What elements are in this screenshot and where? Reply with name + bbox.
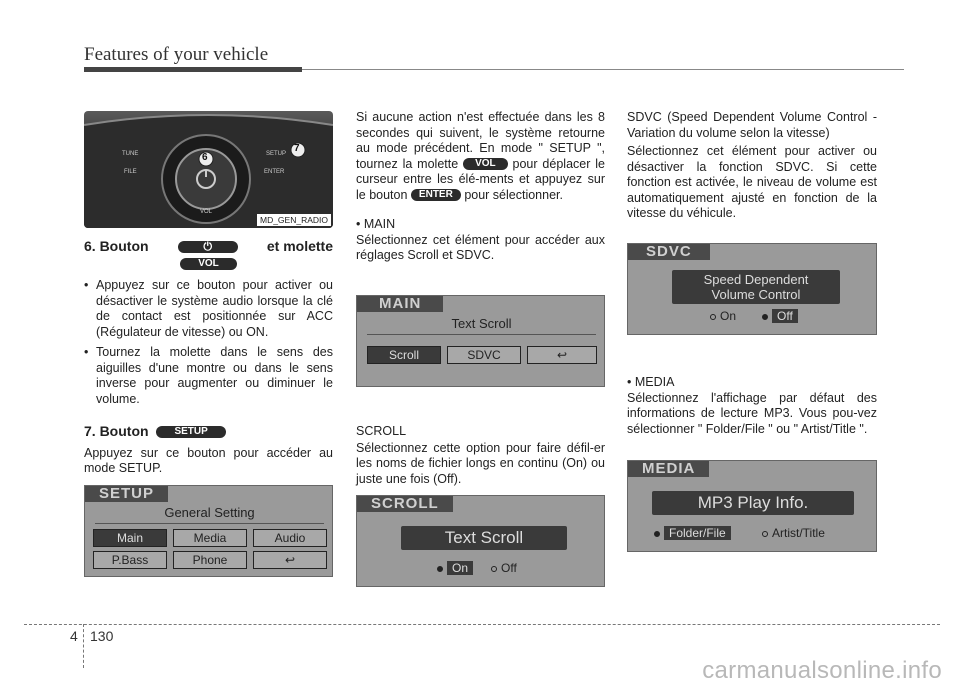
- vol-label: VOL: [200, 209, 213, 215]
- media-folder-label: Folder/File: [664, 526, 731, 540]
- radio-selected-icon: [437, 566, 443, 572]
- bullet-1-text: Appuyez sur ce bouton pour activer ou désactiver le système audio lorsque la clé de contact est positionnée sur ACC (Régulateur de vitesse) ou ON.: [96, 278, 333, 339]
- scroll-off-label: Off: [501, 561, 517, 575]
- setup-screen-divider: [95, 523, 324, 524]
- scroll-screen-tab: SCROLL: [357, 496, 453, 512]
- bullet-2: • Tournez la molette dans le sens des aiguilles d'une montre ou dans le sens inverse pour augmenter ou diminuer le volume.: [84, 345, 333, 406]
- media-screen-title: MP3 Play Info.: [652, 491, 854, 515]
- setup-pill: SETUP: [156, 426, 225, 438]
- radio-selected-icon: [654, 531, 660, 537]
- radio-unselected-icon: [710, 314, 716, 320]
- heading-6: [84, 239, 333, 255]
- tune-label: TUNE: [122, 151, 139, 157]
- setup-screen: [84, 485, 333, 577]
- media-section: [627, 375, 877, 440]
- sdvc-title-line2: Volume Control: [711, 287, 801, 302]
- sdvc-screen-title: [672, 270, 840, 304]
- scroll-title: SCROLL: [356, 424, 407, 438]
- sdvc-screen-tab: SDVC: [628, 244, 710, 260]
- callout-6: 6: [202, 152, 208, 163]
- media-text: Sélectionnez l'affichage par défaut des informations de lecture MP3. Vous pou-vez sélectionner " Folder/File " ou " Artist/Title ".: [627, 390, 877, 436]
- bullet-2-text: Tournez la molette dans le sens des aiguilles d'une montre ou dans le sens inverse pour augmenter ou diminuer le volume.: [96, 345, 333, 406]
- media-screen: [627, 460, 877, 552]
- scroll-text: Sélectionnez cette option pour faire défil-er les noms de fichier longs en continu (On) ou juste une fois (Off).: [356, 440, 605, 486]
- setup-label: SETUP: [266, 151, 287, 157]
- text-7: Appuyez sur ce bouton pour accéder au mode SETUP.: [84, 445, 333, 475]
- setup-back-button[interactable]: ↩: [253, 551, 327, 569]
- heading-6-label: 6. Bouton: [84, 238, 149, 254]
- middle-vol-pill: VOL: [463, 158, 508, 170]
- main-title: • MAIN: [356, 217, 396, 231]
- sdvc-on-label: On: [720, 309, 737, 323]
- media-title: • MEDIA: [627, 375, 675, 389]
- sdvc-off-option[interactable]: [762, 309, 798, 323]
- main-screen-title: Text Scroll: [451, 316, 512, 331]
- main-back-button[interactable]: ↩: [527, 346, 597, 364]
- footer-rule: [24, 624, 940, 625]
- enter-pill: ENTER: [411, 189, 461, 201]
- sdvc-title: SDVC (Speed Dependent Volume Control - Variation du volume selon la vitesse): [627, 110, 877, 140]
- page-number: 130: [90, 628, 114, 644]
- header-rule: [302, 69, 904, 70]
- sdvc-title-line1: Speed Dependent: [703, 272, 809, 287]
- middle-intro-c: pour sélectionner.: [464, 187, 563, 202]
- main-screen: [356, 295, 605, 387]
- main-screen-divider: [367, 334, 596, 335]
- scroll-screen: [356, 495, 605, 587]
- setup-audio-button[interactable]: Audio: [253, 529, 327, 547]
- sdvc-off-label: Off: [772, 309, 798, 323]
- file-label: FILE: [124, 169, 137, 175]
- callout-7: 7: [294, 143, 300, 154]
- page-header-title: Features of your vehicle: [84, 44, 269, 65]
- right-column: [627, 110, 877, 225]
- setup-screen-title: General Setting: [164, 505, 255, 520]
- middle-intro: [356, 110, 605, 203]
- middle-column: [356, 110, 605, 267]
- scroll-off-option[interactable]: [491, 561, 517, 575]
- vol-pill: VOL: [180, 258, 237, 270]
- middle-intro-b: pour déplacer le curseur entre les élé-ments et appuyez sur le bouton: [356, 156, 605, 202]
- radio-unselected-icon: [762, 531, 768, 537]
- main-screen-tab: MAIN: [357, 296, 443, 312]
- setup-main-button[interactable]: Main: [93, 529, 167, 547]
- scroll-section: [356, 424, 605, 490]
- radio-unselected-icon: [491, 566, 497, 572]
- photo-caption: MD_GEN_RADIO: [257, 214, 331, 226]
- footer-divider: [83, 624, 84, 668]
- media-artist-option[interactable]: [762, 526, 825, 540]
- header-bar: [84, 67, 302, 72]
- scroll-screen-title: Text Scroll: [401, 526, 567, 550]
- setup-pbass-button[interactable]: P.Bass: [93, 551, 167, 569]
- setup-phone-button[interactable]: Phone: [173, 551, 247, 569]
- setup-media-button[interactable]: Media: [173, 529, 247, 547]
- sdvc-screen: [627, 243, 877, 335]
- scroll-on-label: On: [447, 561, 473, 575]
- media-artist-label: Artist/Title: [772, 526, 825, 540]
- radio-selected-icon: [762, 314, 768, 320]
- scroll-on-option[interactable]: [437, 561, 473, 575]
- radio-panel-photo: [84, 111, 333, 228]
- main-scroll-button[interactable]: Scroll: [367, 346, 441, 364]
- enter-label: ENTER: [264, 169, 285, 175]
- sdvc-on-option[interactable]: [710, 309, 736, 323]
- main-text: Sélectionnez cet élément pour accéder aux réglages Scroll et SDVC.: [356, 232, 605, 262]
- chapter-number: 4: [70, 628, 78, 644]
- watermark: carmanualsonline.info: [702, 657, 942, 684]
- heading-7: [84, 424, 333, 440]
- bullet-1: • Appuyez sur ce bouton pour activer ou désactiver le système audio lorsque la clé de contact est positionnée sur ACC (Régulateur de vitesse) ou ON.: [84, 278, 333, 339]
- power-button-icon: ⏻: [178, 241, 238, 253]
- sdvc-text: Sélectionnez cet élément pour activer ou désactiver la fonction SDVC. Si cette fonction est activée, le niveau de volume est automatiquement ajusté en fonction de la vitesse du véhicule.: [627, 144, 877, 220]
- media-folder-option[interactable]: [654, 526, 731, 540]
- left-column: [84, 239, 333, 480]
- main-sdvc-button[interactable]: SDVC: [447, 346, 521, 364]
- heading-7-label: 7. Bouton: [84, 423, 149, 439]
- heading-6-suffix: et molette: [266, 238, 333, 254]
- middle-intro-a: Si aucune action n'est effectuée dans les 8 secondes qui suivent, le système retourne au mode précédent. En mode " SETUP ", tournez la molette: [356, 110, 605, 171]
- setup-screen-tab: SETUP: [85, 486, 168, 502]
- media-screen-tab: MEDIA: [628, 461, 709, 477]
